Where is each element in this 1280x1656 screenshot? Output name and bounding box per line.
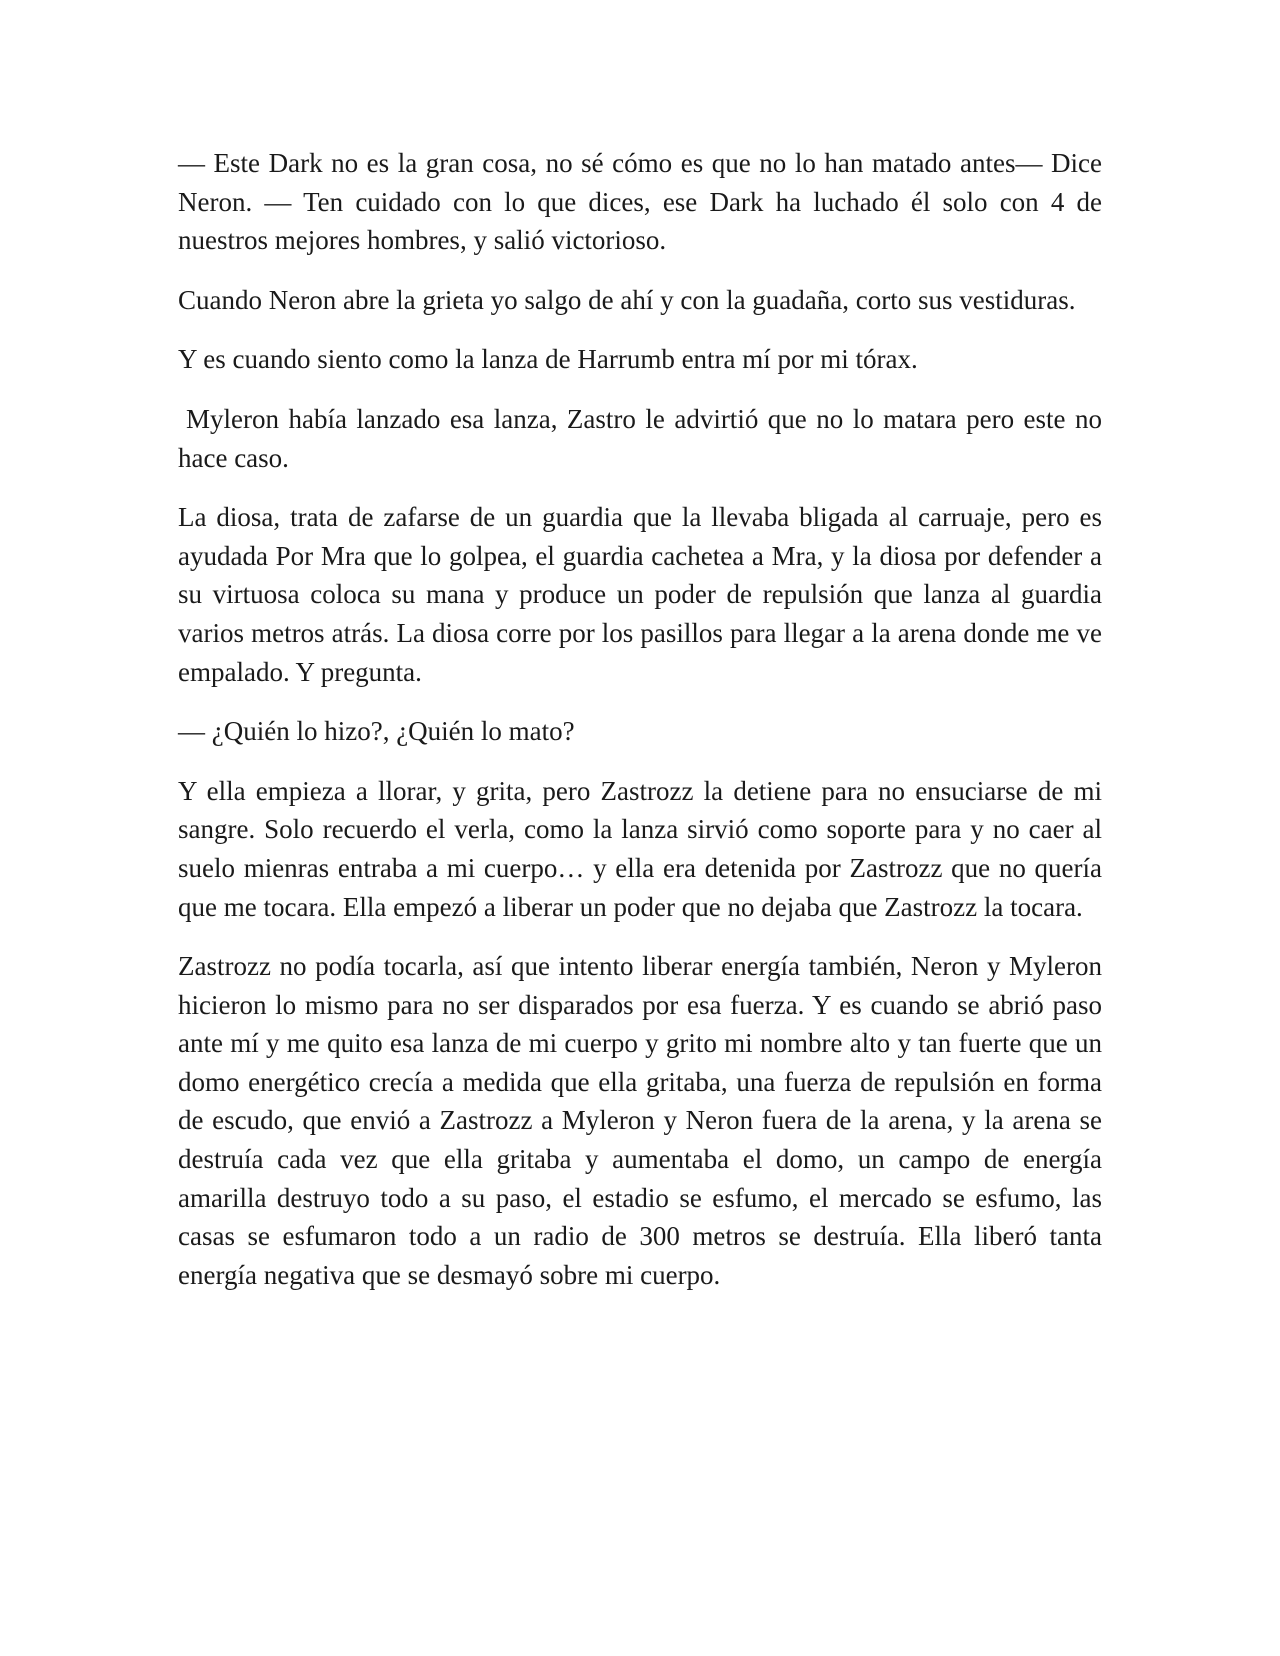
paragraph-myleron: Myleron había lanzado esa lanza, Zastro le advirtió que no lo matara pero este no hace caso. xyxy=(178,403,1102,473)
paragraph-grieta: Cuando Neron abre la grieta yo salgo de ahí y con la guadaña, corto sus vestiduras. xyxy=(178,284,1076,315)
paragraph-dialogue-neron: — Este Dark no es la gran cosa, no sé cómo es que no lo han matado antes— Dice Neron. — Ten cuidado con lo que dices, ese Dark ha luchado él solo con 4 de nuestros mejores hombres, y salió victorioso. xyxy=(178,148,1102,256)
text-body xyxy=(178,144,1102,1315)
paragraph-diosa: La diosa, trata de zafarse de un guardia que la llevaba bligada al carruaje, pero es ayudada Por Mra que lo golpea, el guardia cachetea a Mra, y la diosa por defender a su virtuosa coloca su mana y produce un poder de repulsión que lanza al guardia varios metros atrás. La diosa corre por los pasillos para llegar a la arena donde me ve empalado. Y pregunta. xyxy=(178,502,1102,687)
paragraph-dialogue-quien: — ¿Quién lo hizo?, ¿Quién lo mato? xyxy=(178,716,575,747)
paragraph-llorar: Y ella empieza a llorar, y grita, pero Zastrozz la detiene para no ensuciarse de mi sangre. Solo recuerdo el verla, como la lanza sirvió como soporte para y no caer al suelo mienras entraba a mi cuerpo… y ella era detenida por Zastrozz que no quería que me tocara. Ella empezó a liberar un poder que no dejaba que Zastrozz la tocara. xyxy=(178,775,1102,922)
paragraph-domo: Zastrozz no podía tocarla, así que intento liberar energía también, Neron y Myleron hicieron lo mismo para no ser disparados por esa fuerza. Y es cuando se abrió paso ante mí y me quito esa lanza de mi cuerpo y grito mi nombre alto y tan fuerte que un domo energético crecía a medida que ella gritaba, una fuerza de repulsión en forma de escudo, que envió a Zastrozz a Myleron y Neron fuera de la arena, y la arena se destruía cada vez que ella gritaba y aumentaba el domo, un campo de energía amarilla destruyo todo a su paso, el estadio se esfumo, el mercado se esfumo, las casas se esfumaron todo a un radio de 300 metros se destruía. Ella liberó tanta energía negativa que se desmayó sobre mi cuerpo. xyxy=(178,951,1102,1290)
paragraph-lanza-harrumb: Y es cuando siento como la lanza de Harrumb entra mí por mi tórax. xyxy=(178,344,918,375)
